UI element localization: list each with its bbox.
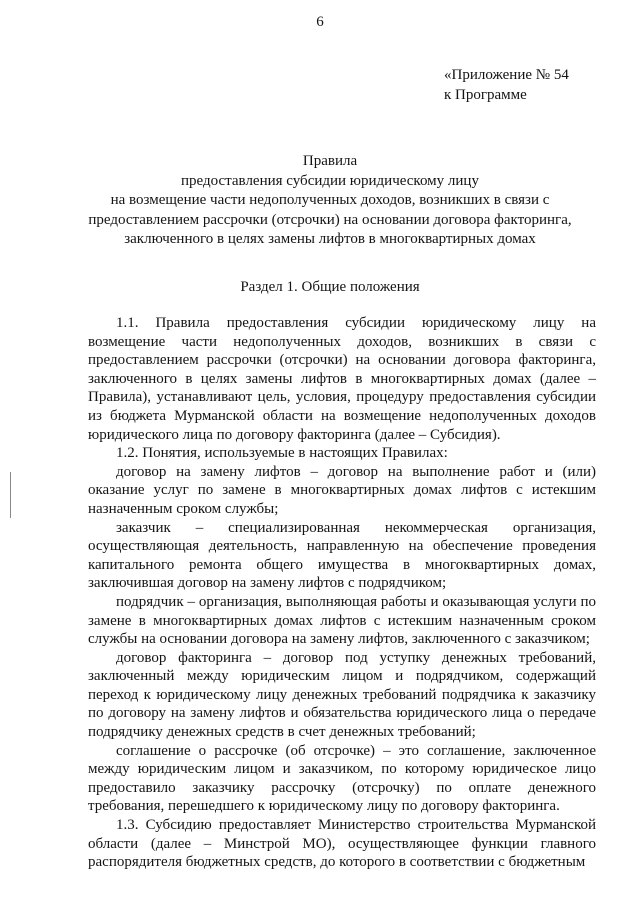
title-line-1: Правила xyxy=(302,153,358,169)
definition-contractor: подрядчик – организация, выполняющая работы и оказывающая услуги по замене в многоквартирных домах лифтов с истекшим назначенным сроком службы на основании договора на замену лифтов, заключенного с заказчиком; xyxy=(88,593,596,648)
appendix-line-1: «Приложение № 54 xyxy=(444,67,569,83)
title-line-4: предоставлением рассрочки (отсрочки) на основании договора факторинга, xyxy=(88,211,572,228)
definition-installment-agreement: соглашение о рассрочке (об отсрочке) – это соглашение, заключенное между юридическим лицом и заказчиком, по которому юридическое лицо предоставило заказчику рассрочку (отсрочку) по оплате денежного требования, перешедшего к юридическому лицу по договору факторинга. xyxy=(88,742,596,815)
appendix-line-2: к Программе xyxy=(444,87,527,103)
body-text xyxy=(88,314,596,872)
section-heading: Раздел 1. Общие положения xyxy=(240,279,420,295)
definition-replacement-contract: договор на замену лифтов – договор на выполнение работ и (или) оказание услуг по замене в многоквартирных домах лифтов с истекшим назначенным сроком службы; xyxy=(88,463,596,517)
scan-margin-mark xyxy=(10,472,11,518)
appendix-reference xyxy=(444,65,569,105)
document-title xyxy=(80,152,580,250)
paragraph-1-2: 1.2. Понятия, используемые в настоящих Правилах: xyxy=(116,445,448,462)
title-line-2: предоставления субсидии юридическому лицу xyxy=(181,172,479,189)
paragraph-1-1: 1.1. Правила предоставления субсидии юридическому лицу на возмещение части недополученных доходов, возникших в связи с предоставлением рассрочки (отсрочки) на основании договора факторинга, заключенного в целях замены лифтов в многоквартирных домах (далее – Правила), устанавливают цель, условия, процедуру предоставления субсидии из бюджета Мурманской области на возмещение недополученных доходов юридического лица по договору факторинга (далее – Субсидия). xyxy=(88,315,596,443)
definition-factoring-contract: договор факторинга – договор под уступку денежных требований, заключенный между юридическим лицом и подрядчиком, содержащий переход к юридическому лицу денежных требований подрядчика к заказчику по договору на замену лифтов и обязательства юридического лица о передаче подрядчику денежных средств в счет денежных требований; xyxy=(88,649,596,741)
title-line-5: заключенного в целях замены лифтов в многоквартирных домах xyxy=(124,231,536,247)
page-number: 6 xyxy=(316,14,324,30)
definition-customer: заказчик – специализированная некоммерческая организация, осуществляющая деятельность, направленную на обеспечение проведения капитального ремонта общего имущества в многоквартирных домах, заключившая договор на замену лифтов с подрядчиком; xyxy=(88,519,596,592)
paragraph-1-3: 1.3. Субсидию предоставляет Министерство строительства Мурманской области (далее – Минстрой МО), осуществляющее функции главного распорядителя бюджетных средств, до которого в соответствии с бюджетным xyxy=(88,817,596,871)
title-line-3: на возмещение части недополученных доходов, возникших в связи с xyxy=(110,192,550,208)
